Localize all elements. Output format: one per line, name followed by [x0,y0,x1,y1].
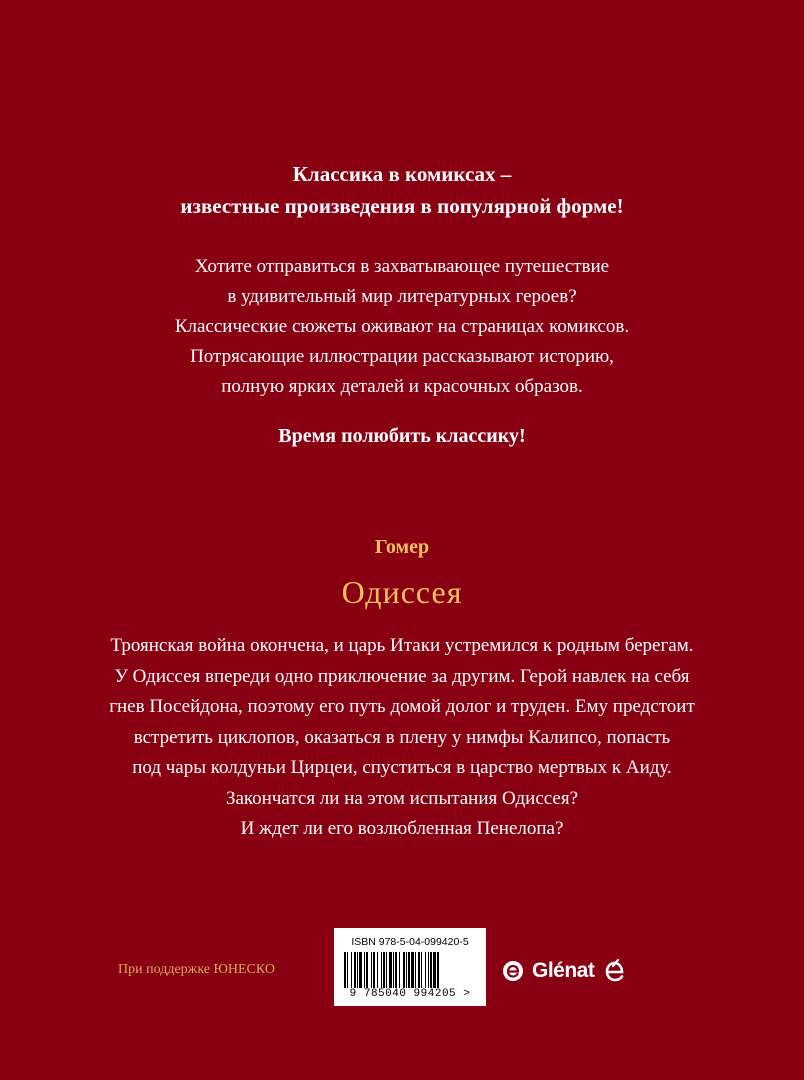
glenat-logo: Glénat [532,959,595,982]
tagline-line-1: Классика в комиксах – [292,162,512,186]
synopsis-line: встретить циклопов, оказаться в плену у нимфы Калипсо, попасть [133,726,671,748]
barcode-bar [366,952,368,988]
barcode-bar [393,952,394,988]
intro-line: Потрясающие иллюстрации рассказывают историю, [190,346,614,367]
barcode-bar [406,952,407,988]
barcode-bar [373,952,375,988]
unesco-support-note: При поддержке ЮНЕСКО [118,962,275,977]
barcode-bar [377,952,378,988]
synopsis-line: Троянская война окончена, и царь Итаки устремился к родным берегам. [110,635,694,656]
book-author: Гомер [374,536,430,558]
barcode-bar [354,952,356,988]
barcode-bar [389,952,392,988]
barcode-bar [430,952,432,988]
eksmo-e-logo-icon [502,960,524,982]
barcode-bar [403,952,405,988]
barcode-bar [437,952,439,988]
synopsis-line: под чары колдуньи Цирцеи, спуститься в царство мертвых к Аиду. [132,757,672,778]
isbn-barcode [334,928,486,1006]
barcode-bar [433,952,436,988]
barcode-bar [357,952,358,988]
barcode-bar [344,952,346,988]
barcode-bar [421,952,422,988]
barcode-bar [381,952,382,988]
intro-line: Классические сюжеты оживают на страницах комиксов. [174,316,630,337]
intro-line: полную ярких деталей и красочных образов. [221,376,583,397]
barcode-bar [408,952,410,988]
barcode-bar [425,952,426,988]
barcode-bar [351,952,352,988]
ean-digits: 9 785040 994205 > [349,988,471,1000]
synopsis-line: У Одиссея впереди одно приключение за другим. Герой навлек на себя [114,665,690,687]
eksmo-swirl-logo-icon [604,957,626,985]
intro-paragraph [0,252,804,402]
synopsis-line: гнев Посейдона, поэтому его путь домой долог и труден. Ему предстоит [109,696,695,717]
barcode-bar [399,952,400,988]
synopsis-line: Закончатся ли на этом испытания Одиссея? [225,787,579,809]
tagline-line-2: известные произведения в популярной форме! [180,194,624,218]
barcode-bar [386,952,387,988]
barcode-bar [359,952,362,988]
book-title: Одиссея [341,574,463,610]
barcode-bar [395,952,397,988]
call-to-action: Время полюбить классику! [278,425,526,447]
barcode-bar [411,952,414,988]
barcode-bar [428,952,429,988]
barcode-bar [415,952,416,988]
intro-line: в удивительный мир литературных героев? [227,286,577,307]
barcode-bars [344,952,476,988]
synopsis [0,631,804,845]
barcode-bar [371,952,372,988]
barcode-bar [347,952,348,988]
synopsis-line: И ждет ли его возлюбленная Пенелопа? [240,818,564,839]
tagline [0,158,804,222]
barcode-bar [418,952,420,988]
barcode-bar [364,952,365,988]
barcode-bar [383,952,385,988]
isbn-text: ISBN 978-5-04-099420-5 [351,936,469,948]
intro-line: Хотите отправиться в захватывающее путешествие [194,256,610,277]
publisher-logos [502,951,626,991]
